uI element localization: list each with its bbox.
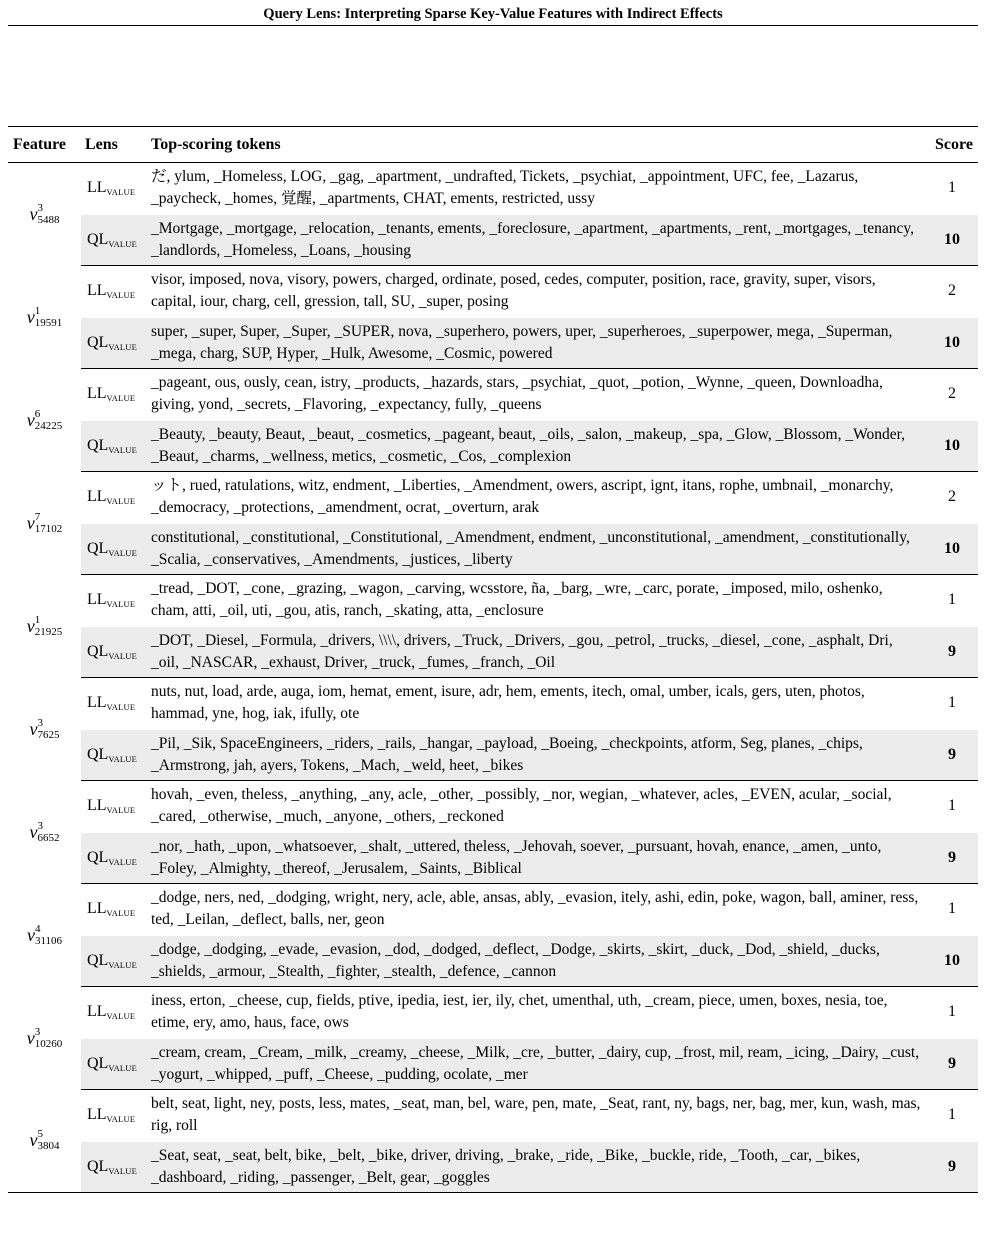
- tokens-cell-ql: constitutional, _constitutional, _Constitutional, _Amendment, endment, _unconstitutional, _amendment, _constitutionally, _Scalia, _conservatives, _Amendments, _justices, _liberty: [147, 523, 926, 575]
- score-cell-ql: 9: [926, 626, 978, 678]
- score-cell-ql: 10: [926, 214, 978, 266]
- lens-subscript: VALUE: [108, 239, 138, 249]
- score-cell-ll: 1: [926, 1090, 978, 1142]
- feature-symbol: v: [29, 203, 38, 224]
- feature-index: [38, 1129, 60, 1152]
- lens-cell-ll: [81, 266, 147, 318]
- lens-prefix: QL: [87, 1158, 109, 1175]
- lens-prefix: LL: [87, 694, 107, 711]
- feature-superscript: 1: [34, 613, 41, 626]
- feature-superscript: 6: [34, 407, 41, 420]
- lens-subscript: VALUE: [108, 548, 138, 558]
- lens-subscript: VALUE: [106, 805, 136, 815]
- lens-prefix: QL: [87, 437, 109, 454]
- feature-cell: [8, 884, 81, 987]
- lens-prefix: LL: [87, 900, 107, 917]
- feature-superscript: 3: [37, 716, 43, 729]
- lens-cell-ll: [81, 1090, 147, 1142]
- lens-cell-ql: [81, 1141, 147, 1193]
- table-row-ll: [8, 1090, 978, 1142]
- lens-subscript: VALUE: [106, 1011, 136, 1021]
- table-row-ll: [8, 987, 978, 1039]
- table-row-ql: [8, 214, 978, 266]
- lens-subscript: VALUE: [108, 1063, 138, 1073]
- lens-cell-ll: [81, 678, 147, 730]
- tokens-cell-ll: visor, imposed, nova, visory, powers, charged, ordinate, posed, cedes, computer, position, race, gravity, super, visors, capital, iour, charg, cell, gression, tall, SU, _super, posing: [147, 266, 926, 318]
- score-cell-ql: 10: [926, 317, 978, 369]
- lens-prefix: QL: [87, 952, 109, 969]
- feature-cell: [8, 575, 81, 678]
- lens-cell-ll: [81, 884, 147, 936]
- table-row-ql: [8, 729, 978, 781]
- lens-cell-ll: [81, 163, 147, 215]
- tokens-cell-ll: だ, ylum, _Homeless, LOG, _gag, _apartment, _undrafted, Tickets, _psychiat, _appointment, UFC, fee, _Lazarus, _paycheck, _homes, 覚醒, _apartments, CHAT, ements, restricted, ussy: [147, 163, 926, 215]
- feature-cell: [8, 163, 81, 266]
- feature-symbol: v: [26, 1027, 35, 1048]
- score-cell-ll: 2: [926, 369, 978, 421]
- tokens-cell-ql: _Pil, _Sik, SpaceEngineers, _riders, _rails, _hangar, _payload, _Boeing, _checkpoints, atform, Seg, planes, _chips, _Armstrong, jah, ayers, Tokens, _Mach, _weld, heet, _bikes: [147, 729, 926, 781]
- feature-index: [38, 718, 60, 741]
- lens-cell-ql: [81, 214, 147, 266]
- lens-prefix: QL: [87, 849, 109, 866]
- feature-subscript: 31106: [34, 934, 63, 947]
- feature-superscript: 5: [37, 1128, 43, 1141]
- feature-symbol: v: [29, 1130, 38, 1151]
- feature-subscript: 19591: [34, 316, 63, 329]
- lens-cell-ql: [81, 420, 147, 472]
- feature-subscript: 5488: [37, 213, 60, 226]
- lens-cell-ql: [81, 729, 147, 781]
- lens-prefix: QL: [87, 334, 109, 351]
- feature-subscript: 17102: [34, 522, 63, 535]
- feature-index: [35, 924, 62, 947]
- table-row-ql: [8, 832, 978, 884]
- feature-index: [35, 409, 63, 432]
- lens-cell-ll: [81, 575, 147, 627]
- lens-subscript: VALUE: [108, 1166, 138, 1176]
- top-tokens-table: [8, 126, 978, 1193]
- feature-cell: [8, 1090, 81, 1193]
- lens-prefix: QL: [87, 643, 109, 660]
- lens-prefix: LL: [87, 488, 107, 505]
- table-row-ql: [8, 523, 978, 575]
- feature-subscript: 7625: [37, 728, 60, 741]
- running-header: Query Lens: Interpreting Sparse Key-Value Features with Indirect Effects: [8, 0, 978, 26]
- feature-symbol: v: [26, 306, 35, 327]
- lens-column-header: Lens: [81, 127, 147, 163]
- lens-subscript: VALUE: [106, 393, 136, 403]
- lens-cell-ql: [81, 1038, 147, 1090]
- table-row-ql: [8, 420, 978, 472]
- lens-cell-ll: [81, 369, 147, 421]
- feature-superscript: 3: [37, 201, 43, 214]
- feature-index: [35, 512, 63, 535]
- feature-cell: [8, 472, 81, 575]
- tokens-cell-ll: _tread, _DOT, _cone, _grazing, _wagon, _carving, wcsstore, ña, _barg, _wre, _carc, porate, _imposed, milo, oshenko, cham, atti, _oil, uti, _gou, atis, ranch, _skating, atta, _enclosure: [147, 575, 926, 627]
- lens-prefix: LL: [87, 797, 107, 814]
- feature-symbol: v: [29, 821, 38, 842]
- score-cell-ql: 10: [926, 935, 978, 987]
- feature-cell: [8, 678, 81, 781]
- tokens-cell-ql: _cream, cream, _Cream, _milk, _creamy, _cheese, _Milk, _cre, _butter, _dairy, cup, _frost, mil, ream, _icing, _Dairy, _cust, _yogurt, _whipped, _puff, _Cheese, _pudding, ocolate, _mer: [147, 1038, 926, 1090]
- table-row-ql: [8, 317, 978, 369]
- table-row-ll: [8, 369, 978, 421]
- table-body: [8, 163, 978, 1193]
- lens-cell-ll: [81, 987, 147, 1039]
- score-cell-ll: 1: [926, 884, 978, 936]
- score-cell-ql: 10: [926, 523, 978, 575]
- lens-prefix: LL: [87, 1106, 107, 1123]
- tokens-cell-ll: belt, seat, light, ney, posts, less, mates, _seat, man, bel, ware, pen, mate, _Seat, rant, ny, bags, ner, bag, mer, kun, wash, mas, rig, roll: [147, 1090, 926, 1142]
- feature-cell: [8, 266, 81, 369]
- lens-cell-ql: [81, 935, 147, 987]
- lens-cell-ll: [81, 472, 147, 524]
- score-column-header: Score: [926, 127, 978, 163]
- lens-subscript: VALUE: [108, 960, 138, 970]
- lens-prefix: LL: [87, 179, 107, 196]
- lens-prefix: LL: [87, 282, 107, 299]
- feature-cell: [8, 987, 81, 1090]
- lens-subscript: VALUE: [108, 445, 138, 455]
- lens-cell-ql: [81, 317, 147, 369]
- table-row-ql: [8, 935, 978, 987]
- feature-index: [38, 821, 60, 844]
- feature-subscript: 6652: [37, 831, 60, 844]
- tokens-cell-ql: _Beauty, _beauty, Beaut, _beaut, _cosmetics, _pageant, beaut, _oils, _salon, _makeup, _spa, _Glow, _Blossom, _Wonder, _Beaut, _charms, _wellness, metics, _cosmetic, _Cos, _complexion: [147, 420, 926, 472]
- feature-symbol: v: [26, 924, 35, 945]
- lens-subscript: VALUE: [106, 599, 136, 609]
- score-cell-ql: 9: [926, 1141, 978, 1193]
- lens-prefix: LL: [87, 1003, 107, 1020]
- table-row-ll: [8, 781, 978, 833]
- feature-subscript: 24225: [34, 419, 63, 432]
- tokens-cell-ll: _pageant, ous, ously, cean, istry, _products, _hazards, stars, _psychiat, _quot, _potion, _Wynne, _queen, Downloadha, giving, yond, _secrets, _Flavoring, _expectancy, fully, _queens: [147, 369, 926, 421]
- table-row-ll: [8, 575, 978, 627]
- score-cell-ll: 1: [926, 678, 978, 730]
- feature-superscript: 3: [34, 1025, 41, 1038]
- feature-cell: [8, 369, 81, 472]
- feature-subscript: 3804: [37, 1140, 60, 1153]
- tokens-cell-ll: nuts, nut, load, arde, auga, iom, hemat, ement, isure, adr, hem, ements, itech, omal, umber, icals, gers, uten, photos, hammad, yne, hog, iak, ifully, ote: [147, 678, 926, 730]
- tokens-cell-ll: _dodge, ners, ned, _dodging, wright, nery, acle, able, ansas, ably, _evasion, itely, ashi, edin, poke, wagon, ball, aminer, ress, ted, _Leilan, _deflect, balls, ner, geon: [147, 884, 926, 936]
- tokens-cell-ll: hovah, _even, theless, _anything, _any, acle, _other, _possibly, _nor, wegian, _whatever, acles, _EVEN, acular, _social, _cared, _otherwise, _much, _anyone, _others, _reckoned: [147, 781, 926, 833]
- lens-prefix: QL: [87, 231, 109, 248]
- lens-subscript: VALUE: [108, 651, 138, 661]
- feature-superscript: 4: [34, 922, 41, 935]
- feature-index: [38, 203, 60, 226]
- feature-column-header: Feature: [8, 127, 81, 163]
- feature-subscript: 10260: [34, 1037, 63, 1050]
- score-cell-ql: 10: [926, 420, 978, 472]
- tokens-cell-ll: iness, erton, _cheese, cup, fields, ptive, ipedia, iest, ier, ily, chet, umenthal, uth, _cream, piece, umen, boxes, nesia, toe, etime, ery, amo, haus, face, ows: [147, 987, 926, 1039]
- lens-subscript: VALUE: [108, 857, 138, 867]
- tokens-cell-ql: super, _super, Super, _Super, _SUPER, nova, _superhero, powers, uper, _superheroes, _superpower, mega, _Superman, _mega, charg, SUP, Hyper, _Hulk, Awesome, _Cosmic, powered: [147, 317, 926, 369]
- lens-subscript: VALUE: [108, 754, 138, 764]
- lens-subscript: VALUE: [106, 290, 136, 300]
- feature-subscript: 21925: [34, 625, 63, 638]
- lens-cell-ql: [81, 626, 147, 678]
- feature-superscript: 7: [34, 510, 41, 523]
- table-row-ql: [8, 626, 978, 678]
- tokens-cell-ql: _DOT, _Diesel, _Formula, _drivers, \\\\, drivers, _Truck, _Drivers, _gou, _petrol, _trucks, _diesel, _cone, _asphalt, Dri, _oil, _NASCAR, _exhaust, Driver, _truck, _fumes, _franch, _Oil: [147, 626, 926, 678]
- feature-symbol: v: [26, 512, 35, 533]
- score-cell-ql: 9: [926, 729, 978, 781]
- score-cell-ll: 1: [926, 987, 978, 1039]
- table-header-row: [8, 127, 978, 163]
- table-row-ql: [8, 1141, 978, 1193]
- lens-cell-ll: [81, 781, 147, 833]
- score-cell-ql: 9: [926, 1038, 978, 1090]
- lens-prefix: QL: [87, 540, 109, 557]
- lens-prefix: QL: [87, 746, 109, 763]
- tokens-column-header: Top-scoring tokens: [147, 127, 926, 163]
- table-row-ll: [8, 266, 978, 318]
- lens-prefix: LL: [87, 591, 107, 608]
- table-row-ll: [8, 472, 978, 524]
- score-cell-ll: 2: [926, 472, 978, 524]
- feature-index: [35, 306, 63, 329]
- lens-prefix: QL: [87, 1055, 109, 1072]
- score-cell-ql: 9: [926, 832, 978, 884]
- lens-subscript: VALUE: [106, 702, 136, 712]
- feature-symbol: v: [26, 615, 35, 636]
- lens-subscript: VALUE: [106, 908, 136, 918]
- lens-cell-ql: [81, 523, 147, 575]
- table-row-ll: [8, 163, 978, 215]
- tokens-cell-ql: _nor, _hath, _upon, _whatsoever, _shalt, _uttered, theless, _Jehovah, soever, _pursuant, hovah, enance, _amen, _unto, _Foley, _Almighty, _thereof, _Jerusalem, _Saints, _Biblical: [147, 832, 926, 884]
- tokens-cell-ll: ット, rued, ratulations, witz, endment, _Liberties, _Amendment, owers, ascript, ignt, itans, rophe, umbnail, _monarchy, _democracy, _protections, _amendment, ocrat, _overturn, arak: [147, 472, 926, 524]
- table-row-ll: [8, 884, 978, 936]
- score-cell-ll: 2: [926, 266, 978, 318]
- lens-subscript: VALUE: [106, 496, 136, 506]
- score-cell-ll: 1: [926, 163, 978, 215]
- score-cell-ll: 1: [926, 575, 978, 627]
- feature-cell: [8, 781, 81, 884]
- lens-cell-ql: [81, 832, 147, 884]
- table-row-ql: [8, 1038, 978, 1090]
- lens-subscript: VALUE: [106, 187, 136, 197]
- tokens-cell-ql: _dodge, _dodging, _evade, _evasion, _dod, _dodged, _deflect, _Dodge, _skirts, _skirt, _duck, _Dod, _shield, _ducks, _shields, _armour, _Stealth, _fighter, _stealth, _defence, _cannon: [147, 935, 926, 987]
- tokens-cell-ql: _Mortgage, _mortgage, _relocation, _tenants, ements, _foreclosure, _apartment, _apartments, _rent, _mortgages, _tenancy, _landlords, _Homeless, _Loans, _housing: [147, 214, 926, 266]
- tokens-cell-ql: _Seat, seat, _seat, belt, bike, _belt, _bike, driver, driving, _brake, _ride, _Bike, _buckle, ride, _Tooth, _car, _bikes, _dashboard, _riding, _passenger, _Belt, gear, _goggles: [147, 1141, 926, 1193]
- score-cell-ll: 1: [926, 781, 978, 833]
- table-row-ll: [8, 678, 978, 730]
- lens-prefix: LL: [87, 385, 107, 402]
- feature-symbol: v: [29, 718, 38, 739]
- lens-subscript: VALUE: [108, 342, 138, 352]
- lens-subscript: VALUE: [106, 1114, 136, 1124]
- feature-symbol: v: [26, 409, 35, 430]
- feature-index: [35, 615, 63, 638]
- feature-superscript: 1: [34, 304, 41, 317]
- feature-superscript: 3: [37, 819, 43, 832]
- feature-index: [35, 1027, 63, 1050]
